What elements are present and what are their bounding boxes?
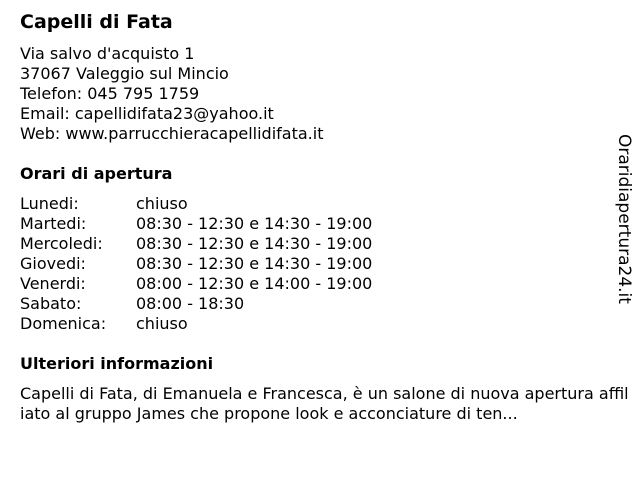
business-name: Capelli di Fata: [20, 11, 173, 33]
day-label: Domenica:: [20, 314, 107, 333]
contact-info: [20, 44, 323, 144]
day-hours: 08:30 - 12:30 e 14:30 - 19:00: [136, 254, 373, 273]
website[interactable]: Web: www.parrucchieracapellidifata.it: [20, 124, 324, 143]
more-info-heading: Ulteriori informazioni: [20, 354, 214, 373]
day-label: Sabato:: [20, 294, 82, 313]
opening-hours-heading: Orari di apertura: [20, 164, 173, 183]
more-info-text: Capelli di Fata, di Emanuela e Francesca, è un salone di nuova apertura affiliato al gruppo James che propone look e acconciature di ten...: [20, 384, 629, 423]
day-hours: 08:30 - 12:30 e 14:30 - 19:00: [136, 234, 373, 253]
day-label: Venerdi:: [20, 274, 86, 293]
watermark-text: Oraridiapertura24.it: [614, 134, 634, 304]
address-city: 37067 Valeggio sul Mincio: [20, 64, 229, 83]
day-hours: 08:00 - 18:30: [136, 294, 245, 313]
site-watermark: [612, 134, 638, 314]
phone-number[interactable]: Telefon: 045 795 1759: [20, 84, 200, 103]
day-hours: 08:00 - 12:30 e 14:00 - 19:00: [136, 274, 373, 293]
day-hours: chiuso: [136, 194, 188, 213]
day-label: Lunedi:: [20, 194, 79, 213]
day-label: Mercoledi:: [20, 234, 103, 253]
address-street: Via salvo d'acquisto 1: [20, 44, 195, 63]
day-label: Martedi:: [20, 214, 87, 233]
day-hours: 08:30 - 12:30 e 14:30 - 19:00: [136, 214, 373, 233]
email-address[interactable]: Email: capellidifata23@yahoo.it: [20, 104, 274, 123]
day-label: Giovedi:: [20, 254, 86, 273]
day-hours: chiuso: [136, 314, 188, 333]
